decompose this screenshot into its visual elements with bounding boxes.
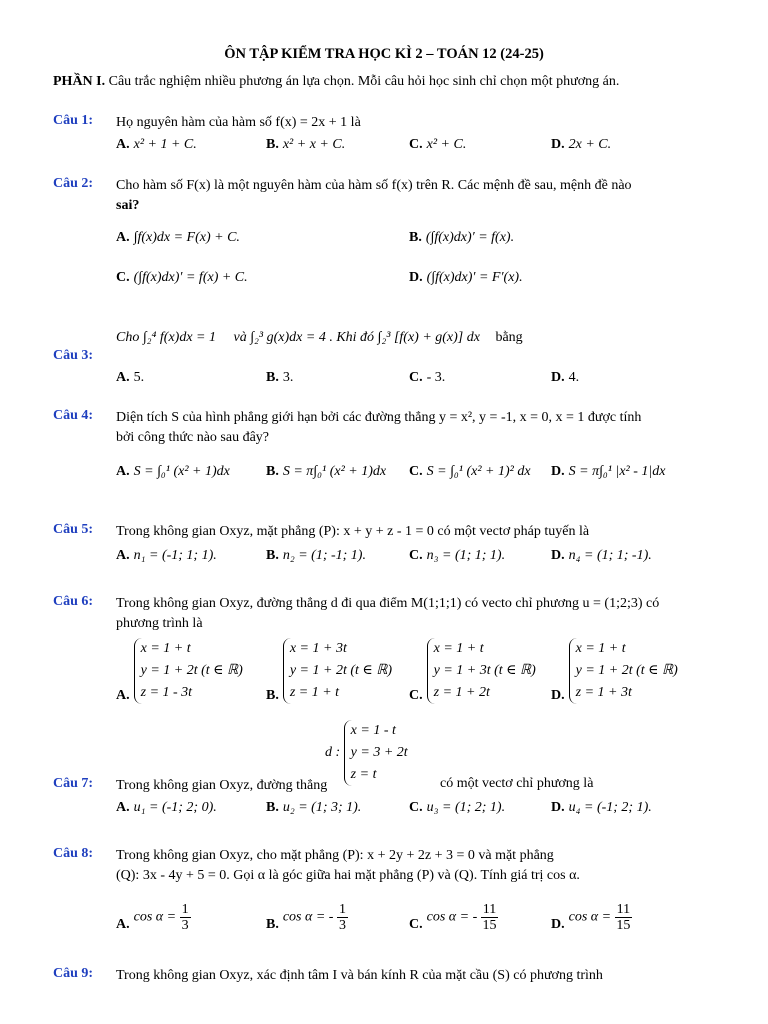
option-b[interactable]: B. (∫f(x)dx)′ = f(x).: [409, 230, 515, 245]
option-a[interactable]: A. 5.: [116, 370, 145, 385]
question-stem: Trong không gian Oxyz, mặt phẳng (P): x + y + z - 1 = 0 có một vectơ pháp tuyến là: [116, 524, 590, 539]
option-a[interactable]: A. cos α = $\frac{1}{3}$: [116, 902, 189, 933]
part-heading: [53, 74, 733, 90]
option-b[interactable]: B. x² + x + C.: [266, 137, 346, 152]
option-d[interactable]: D. cos α = $\frac{11}{15}$: [551, 902, 631, 933]
option-a[interactable]: A. n₁ = (-1; 1; 1).: [116, 548, 217, 563]
option-d[interactable]: D. S = π∫₀¹ |x² - 1|dx: [551, 464, 666, 479]
option-a[interactable]: A. x² + 1 + C.: [116, 137, 197, 152]
question-label: Câu 2:: [53, 176, 94, 191]
option-b[interactable]: B. n₂ = (1; -1; 1).: [266, 548, 366, 563]
option-c[interactable]: C.x = 1 + t y = 1 + 3t (t ∈ ℝ) z = 1 + 2t: [409, 638, 536, 704]
part-label: PHẦN I.: [53, 74, 106, 89]
question-stem: Trong không gian Oxyz, cho mặt phẳng (P): x + 2y + 2z + 3 = 0 và mặt phẳng (Q): 3x - 4y + 5 = 0. Gọi α là góc giữa hai mặt phẳng (P) và (Q). Tính giá trị cos α.: [116, 848, 580, 883]
option-a[interactable]: A.x = 1 + t y = 1 + 2t (t ∈ ℝ) z = 1 - 3t: [116, 638, 243, 704]
line-equation: d : x = 1 - t y = 3 + 2t z = t: [325, 720, 408, 786]
question-stem: Trong không gian Oxyz, xác định tâm I và bán kính R của mặt cầu (S) có phương trình: [116, 968, 603, 983]
question-label: Câu 7:: [53, 776, 94, 791]
question-stem-tail: có một vectơ chỉ phương là: [440, 776, 594, 791]
option-d[interactable]: D. (∫f(x)dx)′ = F′(x).: [409, 270, 523, 285]
page-title: ÔN TẬP KIỂM TRA HỌC KÌ 2 – TOÁN 12 (24-25): [224, 46, 544, 62]
option-c[interactable]: C. - 3.: [409, 370, 446, 385]
part-text: Câu trắc nghiệm nhiều phương án lựa chọn. Mỗi câu hỏi học sinh chỉ chọn một phương án.: [108, 74, 620, 89]
option-c[interactable]: C. cos α = - $\frac{11}{15}$: [409, 902, 497, 933]
question-stem: Trong không gian Oxyz, đường thẳng: [116, 778, 328, 793]
option-c[interactable]: C. u₃ = (1; 2; 1).: [409, 800, 506, 815]
option-a[interactable]: A. u₁ = (-1; 2; 0).: [116, 800, 217, 815]
option-d[interactable]: D.x = 1 + t y = 1 + 2t (t ∈ ℝ) z = 1 + 3t: [551, 638, 678, 704]
option-d[interactable]: D. n₄ = (1; 1; -1).: [551, 548, 652, 563]
question-label: Câu 4:: [53, 408, 94, 423]
option-a[interactable]: A. S = ∫₀¹ (x² + 1)dx: [116, 464, 230, 479]
question-label: Câu 6:: [53, 594, 94, 609]
question-label: Câu 9:: [53, 966, 94, 981]
question-stem: Cho ∫₂⁴ f(x)dx = 1 và ∫₂³ g(x)dx = 4 . Khi đó ∫₂³ [f(x) + g(x)] dx bằng: [116, 330, 523, 345]
question-label: Câu 1:: [53, 113, 94, 128]
option-c[interactable]: C. n₃ = (1; 1; 1).: [409, 548, 506, 563]
option-b[interactable]: B.x = 1 + 3t y = 1 + 2t (t ∈ ℝ) z = 1 + t: [266, 638, 392, 704]
option-b[interactable]: B. u₂ = (1; 3; 1).: [266, 800, 362, 815]
question-stem: Cho hàm số F(x) là một nguyên hàm của hàm số f(x) trên R. Các mệnh đề sau, mệnh đề nào sai?: [116, 178, 632, 213]
question-stem: Diện tích S của hình phẳng giới hạn bởi các đường thẳng y = x², y = -1, x = 0, x = 1 được tính bởi công thức nào sau đây?: [116, 410, 642, 445]
question-label: Câu 8:: [53, 846, 94, 861]
option-c[interactable]: C. x² + C.: [409, 137, 467, 152]
option-b[interactable]: B. 3.: [266, 370, 294, 385]
option-b[interactable]: B. cos α = - $\frac{1}{3}$: [266, 902, 346, 933]
question-label: Câu 3:: [53, 348, 94, 363]
option-d[interactable]: D. 2x + C.: [551, 137, 612, 152]
option-c[interactable]: C. S = ∫₀¹ (x² + 1)² dx: [409, 464, 531, 479]
option-c[interactable]: C. (∫f(x)dx)′ = f(x) + C.: [116, 270, 248, 285]
option-d[interactable]: D. 4.: [551, 370, 580, 385]
question-stem: Trong không gian Oxyz, đường thẳng d đi qua điểm M(1;1;1) có vecto chỉ phương u = (1;2;3) có phương trình là: [116, 596, 660, 631]
option-b[interactable]: B. S = π∫₀¹ (x² + 1)dx: [266, 464, 387, 479]
question-label: Câu 5:: [53, 522, 94, 537]
option-d[interactable]: D. u₄ = (-1; 2; 1).: [551, 800, 652, 815]
question-stem: Họ nguyên hàm của hàm số f(x) = 2x + 1 là: [116, 115, 361, 130]
option-a[interactable]: A. ∫f(x)dx = F(x) + C.: [116, 230, 240, 245]
